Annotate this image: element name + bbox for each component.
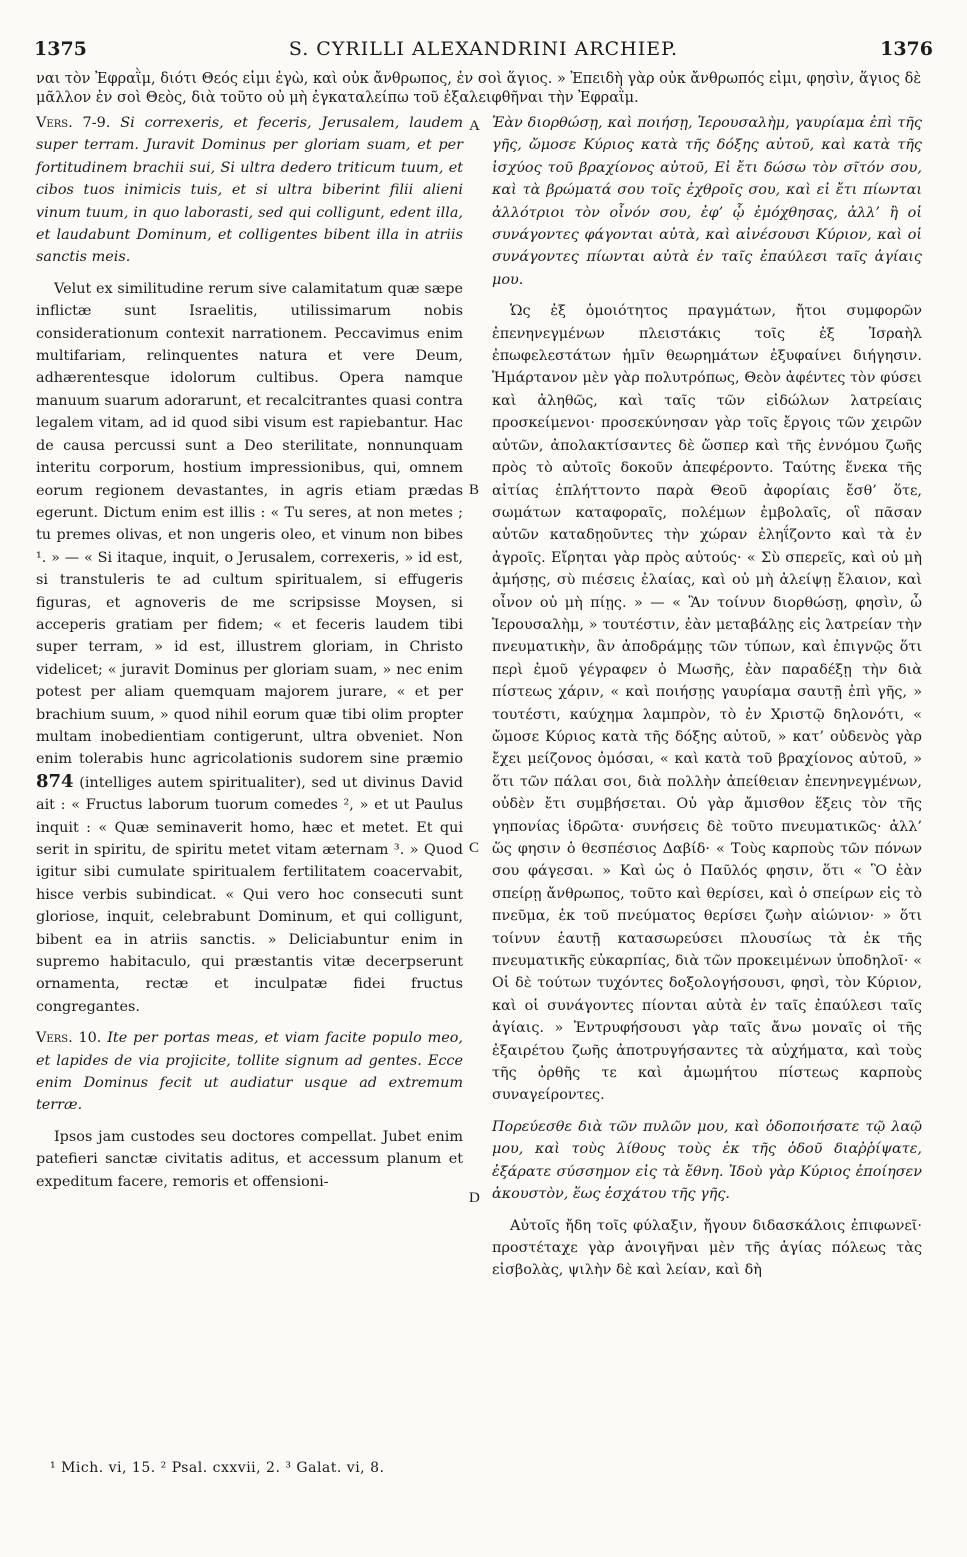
page-header: [26, 30, 941, 60]
latin-commentary-1: [36, 278, 463, 1018]
greek-verse-10: Πορεύεσθε διὰ τῶν πυλῶν μου, καὶ ὁδοποιήσατε τῷ λαῷ μου, καὶ τοὺς λίθους τοὺς ἐκ τῆς ὁδοῦ διαῤῥίψατε, ἐξάρατε σύσσημον εἰς τὰ ἔθνη. Ἰδοὺ γὰρ Κύριος ἐποίησεν ἀκουστὸν, ἕως ἐσχάτου τῆς γῆς.: [492, 1118, 922, 1203]
greek-column: [492, 112, 922, 1291]
verse-label: Vers. 10.: [36, 1030, 102, 1047]
section-marker-d: D: [469, 1190, 480, 1206]
commentary-text-cont: (intelliges autem spiritualiter), sed ut divinus David ait : « Fructus laborum tuorum comedes ², » et ut Paulus inquit : « Quæ seminaverit homo, hæc et metet. Et qui serit in spiritu, de spiritu metet vitam æternam ³. » Quod igitur sibi cumulate spiritualem fertilitatem coacervabit, hisce verbis subindicat. « Qui vero hoc consecuti sunt gloriose, inquit, celebrabunt Dominum, et qui colligunt, bibent ea in atriis sanctis. » Deliciabuntur enim in supremo habitaculo, qui præstantis vitæ decerpserunt ornamenta, rectæ et inculpatæ fidei fructus congregantes.: [36, 774, 463, 1015]
top-greek-text: [36, 70, 924, 108]
column-mark: 874: [36, 770, 74, 792]
greek-commentary-2: Αὐτοῖς ἤδη τοῖς φύλαξιν, ἤγουν διδασκάλοις ἐπιφωνεῖ· προστέταχε γὰρ ἀνοιγῆναι μὲν τῆς ἁγίας πόλεως τὰς εἰσβολὰς, ψιλὴν δὲ καὶ λείαν, καὶ δὴ: [492, 1217, 922, 1279]
latin-commentary-2: Ipsos jam custodes seu doctores compellat. Jubet enim patefieri sanctæ civitatis aditus, et accessum planum et expeditum facere, remoris et offensioni-: [36, 1128, 463, 1190]
section-marker-b: B: [469, 482, 480, 498]
column-number-left: 1375: [34, 38, 87, 60]
top-greek-paragraph: ναι τὸν Ἐφραῒμ, διότι Θεός εἰμι ἐγὼ, καὶ οὐκ ἄνθρωπος, ἐν σοὶ ἅγιος. » Ἐπειδὴ γὰρ οὐκ ἄνθρωπός εἰμι, φησὶν, ἅγιος δὲ μᾶλλον ἐν σοὶ Θεὸς, διὰ τοῦτο οὐ μὴ ἐγκαταλείπω τοῦ ἐξαλειφθῆναι τὴν Ἐφραῒμ.: [36, 71, 922, 106]
verse-text: Ite per portas meas, et viam facite populo meo, et lapides de via projicite, tollite signum ad gentes. Ecce enim Dominus fecit ut audiatur usque ad extremum terræ.: [36, 1030, 463, 1114]
latin-verse-7-9: [36, 112, 463, 269]
commentary-text: Velut ex similitudine rerum sive calamitatum quæ sæpe inflictæ sunt Israelitis, utilissimarum nobis considerationum contexit narrationem. Peccavimus enim multifariam, relinquentes natura et vere Deum, adhærentesque idolorum cultibus. Opera namque manuum suarum adorarunt, et recalcitrantes quasi contra legalem vitam, ad id quod sibi visum est rapiebantur. Hac de causa percussi sunt a Deo sterilitate, nonnunquam interitu corporum, hostium impressionibus, qui, omnem eorum regionem devastantes, in agris etiam prædas egerunt. Dictum enim est illis : « Tu seres, at non metes ; tu premes olivas, et non ungeris oleo, et vinum non bibes ¹. » — « Si itaque, inquit, o Jerusalem, correxeris, » id est, si transtuleris te ad cultum spiritualem, si effugeris figuras, et agnoveris de me scripsisse Moysen, si acceperis gratiam per fidem; « et feceris laudem tibi super terram, » id est, illustrem gloriam, in Christo videlicet; « juravit Dominus per gloriam suam, » nec enim potest per aliam quemquam majorem jurare, « et per brachium suum, » quod nihil eorum quæ tibi olim propter multam inobedientiam contigerunt, ultra obveniet. Non enim tolerabis hunc agricolationis sudorem sine præmio: [36, 280, 463, 768]
section-marker-c: C: [469, 840, 480, 856]
running-title: S. CYRILLI ALEXANDRINI ARCHIEP.: [288, 38, 679, 60]
footnotes: ¹ Mich. vi, 15. ² Psal. cxxvii, 2. ³ Galat. vi, 8.: [50, 1460, 385, 1476]
greek-verse-7-9: Ἐὰν διορθώσῃ, καὶ ποιήσῃ, Ἱερουσαλὴμ, γαυρίαμα ἐπὶ τῆς γῆς, ὤμοσε Κύριος κατὰ τῆς δόξης αὐτοῦ, καὶ κατὰ τῆς ἰσχύος τοῦ βραχίονος αὐτοῦ, Εἰ ἔτι δώσω τὸν σῖτόν σου, καὶ τὰ βρώματά σου τοῖς ἐχθροῖς σου, καὶ εἰ ἔτι πίωνται ἀλλότριοι τὸν οἶνόν σου, ἐφ’ ᾧ ἐμόχθησας, ἀλλ’ ἢ οἱ συνάγοντες φάγονται αὐτὰ, καὶ αἰνέσουσι Κύριον, καὶ οἱ συνάγοντες πίωνται αὐτὰ ἐν ταῖς ἐπαύλεσι ταῖς ἁγίαις μου.: [492, 115, 922, 288]
column-number-right: 1376: [880, 38, 933, 60]
greek-commentary-1: Ὡς ἐξ ὁμοιότητος πραγμάτων, ἤτοι συμφορῶν ἐπενηνεγμένων πλειστάκις τοῖς ἐξ Ἰσραὴλ ἐπωφελεστάτων ἡμῖν θεωρημάτων ἐξυφαίνει διήγησιν. Ἡμάρτανον μὲν γὰρ πολυτρόπως, Θεὸν ἀφέντες τὸν φύσει καὶ ἀληθῶς, καὶ ταῖς τῶν εἰδώλων λατρείαις προσκείμενοι· προσεκύνησαν γὰρ τοῖς ἔργοις τῶν χειρῶν αὐτῶν, ἀπολακτίσαντες δὲ ὥσπερ καὶ τῆς ἐννόμου ζωῆς πρὸς τὸ αὐτοῖς δοκοῦν ἀπεφέροντο. Ταύτης ἕνεκα τῆς αἰτίας ἐπλήττοντο παρὰ Θεοῦ ἀφορίαις ἔσθ’ ὅτε, σωμάτων καταφοραῖς, πολέμων ἐμβολαῖς, οἳ πᾶσαν αὐτῶν καταδῃοῦντες τὴν χώραν ἐληΐζοντο καὶ τὰ ἐν ἀγροῖς. Εἴρηται γὰρ πρὸς αὐτούς· « Σὺ σπερεῖς, καὶ οὐ μὴ ἀμήσῃς, σὺ πιέσεις ἐλαίας, καὶ οὐ μὴ ἀλείψῃ ἔλαιον, καὶ οἶνον οὐ μὴ πίῃς. » — « Ἂν τοίνυν διορθώσῃ, φησὶν, ὦ Ἱερουσαλὴμ, » τουτέστιν, ἐὰν μεταβάλῃς εἰς λατρείαν τὴν πνευματικὴν, ἂν ἀποδράμῃς τῶν τύπων, καὶ ἐπιγνῷς ὅτι περὶ ἐμοῦ γέγραφεν ὁ Μωσῆς, ἐὰν παραδέξῃ τὴν διὰ πίστεως χάριν, « καὶ ποιήσῃς γαυρίαμα σαυτῇ ἐπὶ γῆς, » τουτέστι, καύχημα λαμπρὸν, τὸ ἐν Χριστῷ δηλονότι, « ὤμοσε Κύριος κατὰ τῆς δόξης αὐτοῦ, » κατ’ οὐδενὸς γὰρ ἔχει μείζονος ὀμόσαι, « καὶ κατὰ τοῦ βραχίονος αὐτοῦ, » ὅτι τῶν πάλαι σοι, διὰ πολλὴν ἀπείθειαν ἐπενηνεγμένων, οὐδὲν ἔτι συμβήσεται. Οὐ γὰρ ἄμισθον ἕξεις τὸν τῆς γηπονίας ἱδρῶτα· συνήσεις δὲ τοῦτο πνευματικῶς· ἀλλ’ ὥς φησιν ὁ θεσπέσιος Δαβίδ· « Τοὺς καρποὺς τῶν πόνων σου φάγεσαι. » Καὶ ὡς ὁ Παῦλός φησιν, ὅτι « Ὃ ἐὰν σπείρῃ ἄνθρωπος, τοῦτο καὶ θερίσει, καὶ ὁ σπείρων εἰς τὸ πνεῦμα, ἐκ τοῦ πνεύματος θερίσει ζωὴν αἰώνιον· » ὅτι τοίνυν ἑαυτῇ κατασωρεύσει πλουσίως τὰ ἐκ τῆς πνευματικῆς εὐκαρπίας, διὰ τῶν προκειμένων ὑποδηλοῖ· « Οἱ δὲ τούτων τυχόντες δοξολογήσουσι, φησὶ, τὸν Κύριον, καὶ οἱ συνάγοντες πίονται αὐτὰ ἐν ταῖς ἐπαύλεσι ταῖς ἁγίαις. » Ἐντρυφήσουσι γὰρ ταῖς ἄνω μοναῖς οἱ τῆς ἐξαιρέτου ζωῆς ἀποτρυγήσαντες τὰ αὐχήματα, καὶ τοὺς τῆς ὀρθῆς τε καὶ ἀμωμήτου πίστεως καρποὺς συναγείροντες.: [492, 303, 922, 1104]
verse-text: Si correxeris, et feceris, Jerusalem, laudem super terram. Juravit Dominus per gloriam suam, et per fortitudinem brachii sui, Si ultra dedero triticum tuum, et cibos tuos inimicis tuis, et si ultra biberint filii alieni vinum tuum, in quo laborasti, sed qui colligunt, edent illa, et laudabunt Dominum, et colligentes bibent illa in atriis sanctis meis.: [36, 115, 463, 266]
section-marker-a: A: [469, 118, 480, 134]
latin-column: [36, 112, 463, 1202]
latin-verse-10: [36, 1027, 463, 1117]
verse-label: Vers. 7-9.: [36, 115, 111, 131]
